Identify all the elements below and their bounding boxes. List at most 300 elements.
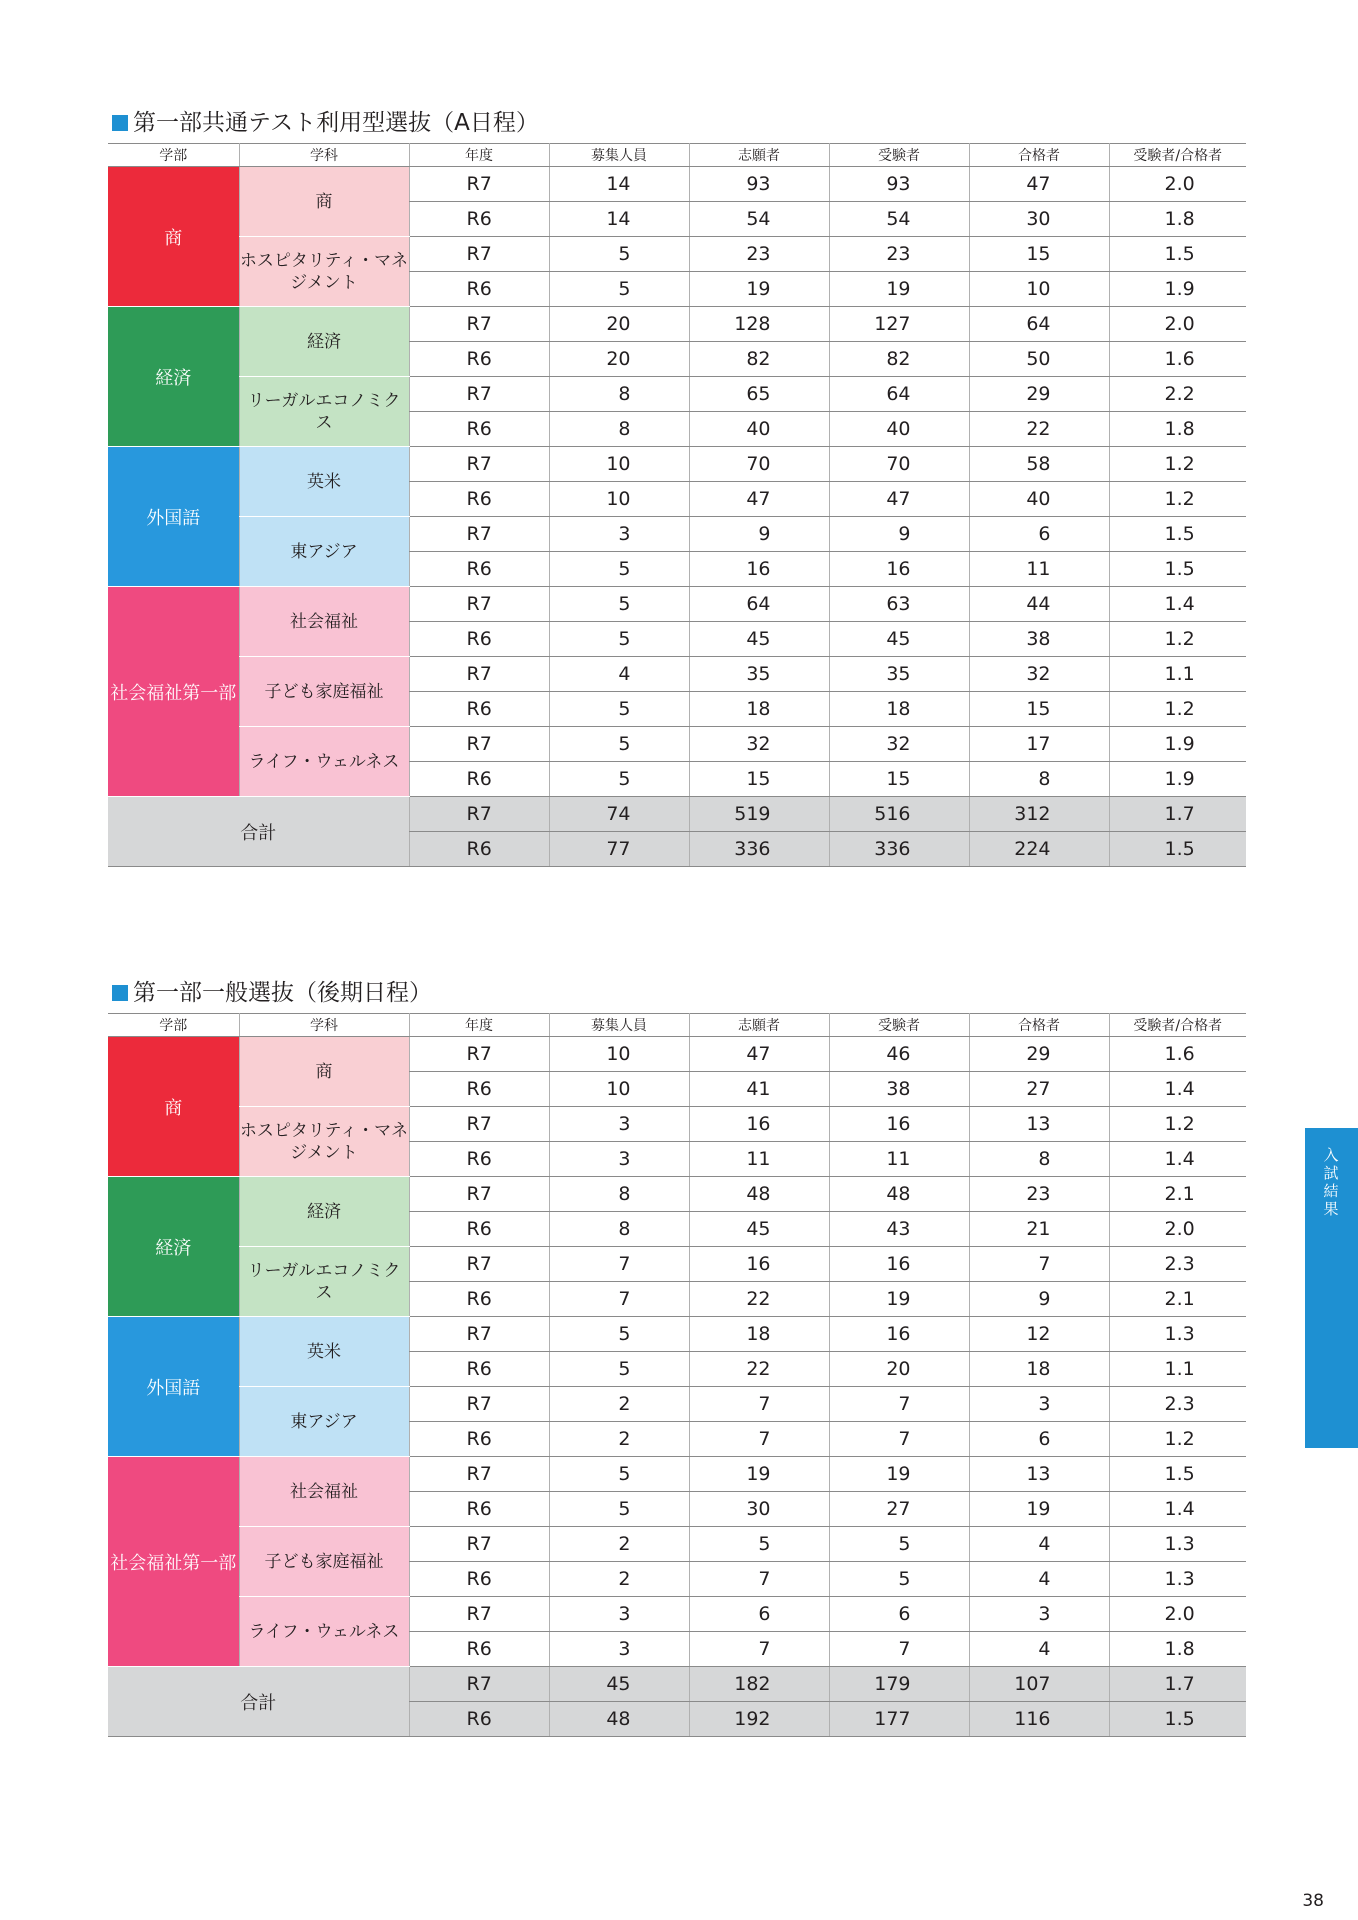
ratio-cell: 1.9 <box>1109 762 1246 797</box>
passers-cell: 6 <box>969 1422 1109 1457</box>
year-cell: R7 <box>409 1107 549 1142</box>
quota-cell: 5 <box>549 237 689 272</box>
square-bullet-icon <box>112 115 128 131</box>
ratio-cell: 1.3 <box>1109 1562 1246 1597</box>
applicants-cell: 6 <box>689 1597 829 1632</box>
column-header: 学部 <box>108 1014 239 1037</box>
passers-cell: 18 <box>969 1352 1109 1387</box>
quota-cell: 8 <box>549 377 689 412</box>
quota-cell: 10 <box>549 1037 689 1072</box>
passers-cell: 9 <box>969 1282 1109 1317</box>
column-header: 学科 <box>239 144 409 167</box>
table-row <box>108 1317 1246 1352</box>
total-row <box>108 1667 1246 1702</box>
applicants-cell: 35 <box>689 657 829 692</box>
applicants-cell: 519 <box>689 797 829 832</box>
examinees-cell: 35 <box>829 657 969 692</box>
quota-cell: 10 <box>549 482 689 517</box>
passers-cell: 40 <box>969 482 1109 517</box>
year-cell: R6 <box>409 342 549 377</box>
examinees-cell: 40 <box>829 412 969 447</box>
department-cell: 商 <box>108 167 239 307</box>
applicants-cell: 7 <box>689 1632 829 1667</box>
quota-cell: 4 <box>549 657 689 692</box>
table-row <box>108 587 1246 622</box>
major-cell: リーガルエコノミクス <box>239 1247 409 1317</box>
examinees-cell: 516 <box>829 797 969 832</box>
table-row <box>108 1387 1246 1422</box>
ratio-cell: 1.2 <box>1109 622 1246 657</box>
ratio-cell: 1.5 <box>1109 1457 1246 1492</box>
major-cell: 英米 <box>239 447 409 517</box>
ratio-cell: 1.1 <box>1109 657 1246 692</box>
ratio-cell: 1.7 <box>1109 797 1246 832</box>
passers-cell: 29 <box>969 1037 1109 1072</box>
ratio-cell: 2.2 <box>1109 377 1246 412</box>
quota-cell: 10 <box>549 447 689 482</box>
side-index-label: 入試結果 <box>1323 1146 1339 1218</box>
major-cell: ライフ・ウェルネス <box>239 1597 409 1667</box>
year-cell: R6 <box>409 622 549 657</box>
ratio-cell: 1.5 <box>1109 517 1246 552</box>
section-title-text: 第一部共通テスト利用型選抜（A日程） <box>133 110 539 136</box>
year-cell: R7 <box>409 167 549 202</box>
ratio-cell: 1.1 <box>1109 1352 1246 1387</box>
table-row <box>108 657 1246 692</box>
applicants-cell: 45 <box>689 622 829 657</box>
examinees-cell: 16 <box>829 1317 969 1352</box>
quota-cell: 5 <box>549 1457 689 1492</box>
examinees-cell: 54 <box>829 202 969 237</box>
year-cell: R6 <box>409 762 549 797</box>
passers-cell: 13 <box>969 1107 1109 1142</box>
examinees-cell: 46 <box>829 1037 969 1072</box>
header-row <box>108 1014 1246 1037</box>
quota-cell: 45 <box>549 1667 689 1702</box>
passers-cell: 4 <box>969 1632 1109 1667</box>
ratio-cell: 1.4 <box>1109 1142 1246 1177</box>
header-row <box>108 144 1246 167</box>
passers-cell: 15 <box>969 692 1109 727</box>
table-section-2 <box>108 975 1246 1737</box>
examinees-cell: 5 <box>829 1562 969 1597</box>
section-title <box>108 105 1246 141</box>
quota-cell: 3 <box>549 1142 689 1177</box>
ratio-cell: 2.3 <box>1109 1247 1246 1282</box>
quota-cell: 20 <box>549 307 689 342</box>
table-row <box>108 1597 1246 1632</box>
ratio-cell: 1.8 <box>1109 412 1246 447</box>
passers-cell: 8 <box>969 1142 1109 1177</box>
year-cell: R7 <box>409 1387 549 1422</box>
ratio-cell: 1.2 <box>1109 482 1246 517</box>
examinees-cell: 5 <box>829 1527 969 1562</box>
year-cell: R7 <box>409 307 549 342</box>
ratio-cell: 1.4 <box>1109 587 1246 622</box>
examinees-cell: 179 <box>829 1667 969 1702</box>
applicants-cell: 22 <box>689 1282 829 1317</box>
passers-cell: 44 <box>969 587 1109 622</box>
applicants-cell: 182 <box>689 1667 829 1702</box>
year-cell: R6 <box>409 1142 549 1177</box>
total-label: 合計 <box>108 1667 409 1737</box>
ratio-cell: 1.8 <box>1109 1632 1246 1667</box>
passers-cell: 8 <box>969 762 1109 797</box>
passers-cell: 3 <box>969 1597 1109 1632</box>
passers-cell: 50 <box>969 342 1109 377</box>
passers-cell: 116 <box>969 1702 1109 1737</box>
quota-cell: 10 <box>549 1072 689 1107</box>
major-cell: 商 <box>239 1037 409 1107</box>
quota-cell: 5 <box>549 727 689 762</box>
passers-cell: 22 <box>969 412 1109 447</box>
applicants-cell: 23 <box>689 237 829 272</box>
year-cell: R6 <box>409 832 549 867</box>
table-row <box>108 727 1246 762</box>
ratio-cell: 1.2 <box>1109 1107 1246 1142</box>
passers-cell: 4 <box>969 1562 1109 1597</box>
passers-cell: 13 <box>969 1457 1109 1492</box>
column-header: 志願者 <box>689 144 829 167</box>
applicants-cell: 16 <box>689 1107 829 1142</box>
table-section-1 <box>108 105 1246 867</box>
ratio-cell: 1.4 <box>1109 1072 1246 1107</box>
passers-cell: 224 <box>969 832 1109 867</box>
table-body <box>108 167 1246 867</box>
quota-cell: 5 <box>549 1352 689 1387</box>
applicants-cell: 47 <box>689 482 829 517</box>
table-row <box>108 1527 1246 1562</box>
ratio-cell: 1.8 <box>1109 202 1246 237</box>
applicants-cell: 128 <box>689 307 829 342</box>
major-cell: 商 <box>239 167 409 237</box>
year-cell: R7 <box>409 1317 549 1352</box>
ratio-cell: 1.5 <box>1109 1702 1246 1737</box>
department-cell: 外国語 <box>108 447 239 587</box>
ratio-cell: 2.0 <box>1109 167 1246 202</box>
ratio-cell: 1.2 <box>1109 692 1246 727</box>
passers-cell: 107 <box>969 1667 1109 1702</box>
examinees-cell: 19 <box>829 1282 969 1317</box>
quota-cell: 5 <box>549 692 689 727</box>
year-cell: R7 <box>409 1667 549 1702</box>
applicants-cell: 5 <box>689 1527 829 1562</box>
applicants-cell: 11 <box>689 1142 829 1177</box>
column-header: 受験者 <box>829 1014 969 1037</box>
table-row <box>108 1177 1246 1212</box>
ratio-cell: 2.1 <box>1109 1282 1246 1317</box>
year-cell: R7 <box>409 1457 549 1492</box>
applicants-cell: 336 <box>689 832 829 867</box>
year-cell: R6 <box>409 1492 549 1527</box>
applicants-cell: 45 <box>689 1212 829 1247</box>
quota-cell: 3 <box>549 1597 689 1632</box>
table-row <box>108 447 1246 482</box>
applicants-cell: 70 <box>689 447 829 482</box>
examinees-cell: 127 <box>829 307 969 342</box>
year-cell: R6 <box>409 1352 549 1387</box>
passers-cell: 17 <box>969 727 1109 762</box>
table-row <box>108 237 1246 272</box>
quota-cell: 2 <box>549 1422 689 1457</box>
year-cell: R7 <box>409 377 549 412</box>
examinees-cell: 18 <box>829 692 969 727</box>
passers-cell: 312 <box>969 797 1109 832</box>
examinees-cell: 15 <box>829 762 969 797</box>
department-cell: 外国語 <box>108 1317 239 1457</box>
quota-cell: 3 <box>549 517 689 552</box>
year-cell: R6 <box>409 692 549 727</box>
ratio-cell: 1.2 <box>1109 447 1246 482</box>
examinees-cell: 9 <box>829 517 969 552</box>
ratio-cell: 1.5 <box>1109 552 1246 587</box>
column-header: 年度 <box>409 1014 549 1037</box>
passers-cell: 23 <box>969 1177 1109 1212</box>
column-header: 受験者/合格者 <box>1109 1014 1246 1037</box>
table-row <box>108 307 1246 342</box>
year-cell: R6 <box>409 1632 549 1667</box>
examinees-cell: 16 <box>829 1107 969 1142</box>
passers-cell: 32 <box>969 657 1109 692</box>
applicants-cell: 16 <box>689 552 829 587</box>
ratio-cell: 2.1 <box>1109 1177 1246 1212</box>
ratio-cell: 1.5 <box>1109 832 1246 867</box>
quota-cell: 3 <box>549 1107 689 1142</box>
passers-cell: 58 <box>969 447 1109 482</box>
applicants-cell: 65 <box>689 377 829 412</box>
ratio-cell: 1.6 <box>1109 342 1246 377</box>
examinees-cell: 32 <box>829 727 969 762</box>
ratio-cell: 2.0 <box>1109 1212 1246 1247</box>
passers-cell: 38 <box>969 622 1109 657</box>
year-cell: R7 <box>409 517 549 552</box>
applicants-cell: 15 <box>689 762 829 797</box>
examinees-cell: 82 <box>829 342 969 377</box>
passers-cell: 11 <box>969 552 1109 587</box>
passers-cell: 12 <box>969 1317 1109 1352</box>
quota-cell: 8 <box>549 1212 689 1247</box>
applicants-cell: 47 <box>689 1037 829 1072</box>
year-cell: R6 <box>409 1702 549 1737</box>
year-cell: R6 <box>409 1212 549 1247</box>
quota-cell: 77 <box>549 832 689 867</box>
column-header: 学部 <box>108 144 239 167</box>
ratio-cell: 1.3 <box>1109 1317 1246 1352</box>
department-cell: 経済 <box>108 1177 239 1317</box>
examinees-cell: 70 <box>829 447 969 482</box>
quota-cell: 7 <box>549 1247 689 1282</box>
examinees-cell: 43 <box>829 1212 969 1247</box>
ratio-cell: 1.2 <box>1109 1422 1246 1457</box>
major-cell: 経済 <box>239 1177 409 1247</box>
column-header: 合格者 <box>969 144 1109 167</box>
year-cell: R7 <box>409 657 549 692</box>
section-title-text: 第一部一般選抜（後期日程） <box>133 980 432 1006</box>
major-cell: 東アジア <box>239 1387 409 1457</box>
quota-cell: 5 <box>549 587 689 622</box>
year-cell: R7 <box>409 727 549 762</box>
examinees-cell: 16 <box>829 552 969 587</box>
table-row <box>108 517 1246 552</box>
year-cell: R7 <box>409 1177 549 1212</box>
year-cell: R6 <box>409 1562 549 1597</box>
quota-cell: 14 <box>549 167 689 202</box>
applicants-cell: 7 <box>689 1562 829 1597</box>
examinees-cell: 23 <box>829 237 969 272</box>
passers-cell: 27 <box>969 1072 1109 1107</box>
passers-cell: 30 <box>969 202 1109 237</box>
total-row <box>108 797 1246 832</box>
examinees-cell: 64 <box>829 377 969 412</box>
major-cell: ホスピタリティ・マネジメント <box>239 1107 409 1177</box>
quota-cell: 8 <box>549 1177 689 1212</box>
table-row <box>108 377 1246 412</box>
passers-cell: 15 <box>969 237 1109 272</box>
major-cell: ホスピタリティ・マネジメント <box>239 237 409 307</box>
department-cell: 社会福祉第一部 <box>108 1457 239 1667</box>
examinees-cell: 16 <box>829 1247 969 1282</box>
table-body <box>108 1037 1246 1737</box>
quota-cell: 7 <box>549 1282 689 1317</box>
table-row <box>108 1457 1246 1492</box>
column-header: 合格者 <box>969 1014 1109 1037</box>
quota-cell: 48 <box>549 1702 689 1737</box>
major-cell: 社会福祉 <box>239 587 409 657</box>
column-header: 志願者 <box>689 1014 829 1037</box>
ratio-cell: 1.7 <box>1109 1667 1246 1702</box>
passers-cell: 4 <box>969 1527 1109 1562</box>
year-cell: R6 <box>409 552 549 587</box>
quota-cell: 74 <box>549 797 689 832</box>
quota-cell: 5 <box>549 272 689 307</box>
quota-cell: 5 <box>549 622 689 657</box>
applicants-cell: 18 <box>689 1317 829 1352</box>
page-number: 38 <box>1302 1891 1324 1911</box>
examinees-cell: 6 <box>829 1597 969 1632</box>
applicants-cell: 16 <box>689 1247 829 1282</box>
quota-cell: 20 <box>549 342 689 377</box>
ratio-cell: 1.6 <box>1109 1037 1246 1072</box>
table-row <box>108 1037 1246 1072</box>
applicants-cell: 192 <box>689 1702 829 1737</box>
examinees-cell: 19 <box>829 272 969 307</box>
ratio-cell: 2.0 <box>1109 307 1246 342</box>
ratio-cell: 1.9 <box>1109 727 1246 762</box>
applicants-cell: 7 <box>689 1387 829 1422</box>
major-cell: 経済 <box>239 307 409 377</box>
examinees-cell: 7 <box>829 1387 969 1422</box>
applicants-cell: 7 <box>689 1422 829 1457</box>
applicants-cell: 9 <box>689 517 829 552</box>
year-cell: R7 <box>409 1597 549 1632</box>
major-cell: 東アジア <box>239 517 409 587</box>
year-cell: R6 <box>409 482 549 517</box>
examinees-cell: 19 <box>829 1457 969 1492</box>
year-cell: R6 <box>409 202 549 237</box>
examinees-cell: 11 <box>829 1142 969 1177</box>
passers-cell: 29 <box>969 377 1109 412</box>
ratio-cell: 1.4 <box>1109 1492 1246 1527</box>
passers-cell: 10 <box>969 272 1109 307</box>
table-row <box>108 1247 1246 1282</box>
applicants-cell: 82 <box>689 342 829 377</box>
quota-cell: 14 <box>549 202 689 237</box>
year-cell: R7 <box>409 1037 549 1072</box>
column-header: 募集人員 <box>549 144 689 167</box>
examinees-cell: 48 <box>829 1177 969 1212</box>
results-table <box>108 143 1246 867</box>
column-header: 学科 <box>239 1014 409 1037</box>
table-row <box>108 1107 1246 1142</box>
applicants-cell: 32 <box>689 727 829 762</box>
examinees-cell: 38 <box>829 1072 969 1107</box>
year-cell: R7 <box>409 797 549 832</box>
examinees-cell: 177 <box>829 1702 969 1737</box>
major-cell: 社会福祉 <box>239 1457 409 1527</box>
applicants-cell: 64 <box>689 587 829 622</box>
examinees-cell: 45 <box>829 622 969 657</box>
table-row <box>108 167 1246 202</box>
examinees-cell: 336 <box>829 832 969 867</box>
results-table <box>108 1013 1246 1737</box>
square-bullet-icon <box>112 985 128 1001</box>
quota-cell: 2 <box>549 1387 689 1422</box>
examinees-cell: 63 <box>829 587 969 622</box>
year-cell: R6 <box>409 412 549 447</box>
column-header: 年度 <box>409 144 549 167</box>
major-cell: リーガルエコノミクス <box>239 377 409 447</box>
year-cell: R6 <box>409 272 549 307</box>
major-cell: 子ども家庭福祉 <box>239 657 409 727</box>
passers-cell: 6 <box>969 517 1109 552</box>
applicants-cell: 19 <box>689 1457 829 1492</box>
passers-cell: 47 <box>969 167 1109 202</box>
applicants-cell: 22 <box>689 1352 829 1387</box>
examinees-cell: 93 <box>829 167 969 202</box>
examinees-cell: 47 <box>829 482 969 517</box>
total-label: 合計 <box>108 797 409 867</box>
year-cell: R6 <box>409 1422 549 1457</box>
passers-cell: 3 <box>969 1387 1109 1422</box>
department-cell: 経済 <box>108 307 239 447</box>
passers-cell: 7 <box>969 1247 1109 1282</box>
year-cell: R6 <box>409 1072 549 1107</box>
year-cell: R7 <box>409 587 549 622</box>
passers-cell: 21 <box>969 1212 1109 1247</box>
quota-cell: 8 <box>549 412 689 447</box>
ratio-cell: 2.3 <box>1109 1387 1246 1422</box>
quota-cell: 5 <box>549 552 689 587</box>
ratio-cell: 1.5 <box>1109 237 1246 272</box>
applicants-cell: 93 <box>689 167 829 202</box>
major-cell: ライフ・ウェルネス <box>239 727 409 797</box>
year-cell: R7 <box>409 1527 549 1562</box>
quota-cell: 5 <box>549 1492 689 1527</box>
examinees-cell: 7 <box>829 1632 969 1667</box>
major-cell: 英米 <box>239 1317 409 1387</box>
quota-cell: 2 <box>549 1527 689 1562</box>
examinees-cell: 20 <box>829 1352 969 1387</box>
column-header: 受験者 <box>829 144 969 167</box>
department-cell: 社会福祉第一部 <box>108 587 239 797</box>
column-header: 募集人員 <box>549 1014 689 1037</box>
year-cell: R7 <box>409 447 549 482</box>
applicants-cell: 19 <box>689 272 829 307</box>
applicants-cell: 41 <box>689 1072 829 1107</box>
section-title <box>108 975 1246 1011</box>
quota-cell: 5 <box>549 762 689 797</box>
major-cell: 子ども家庭福祉 <box>239 1527 409 1597</box>
